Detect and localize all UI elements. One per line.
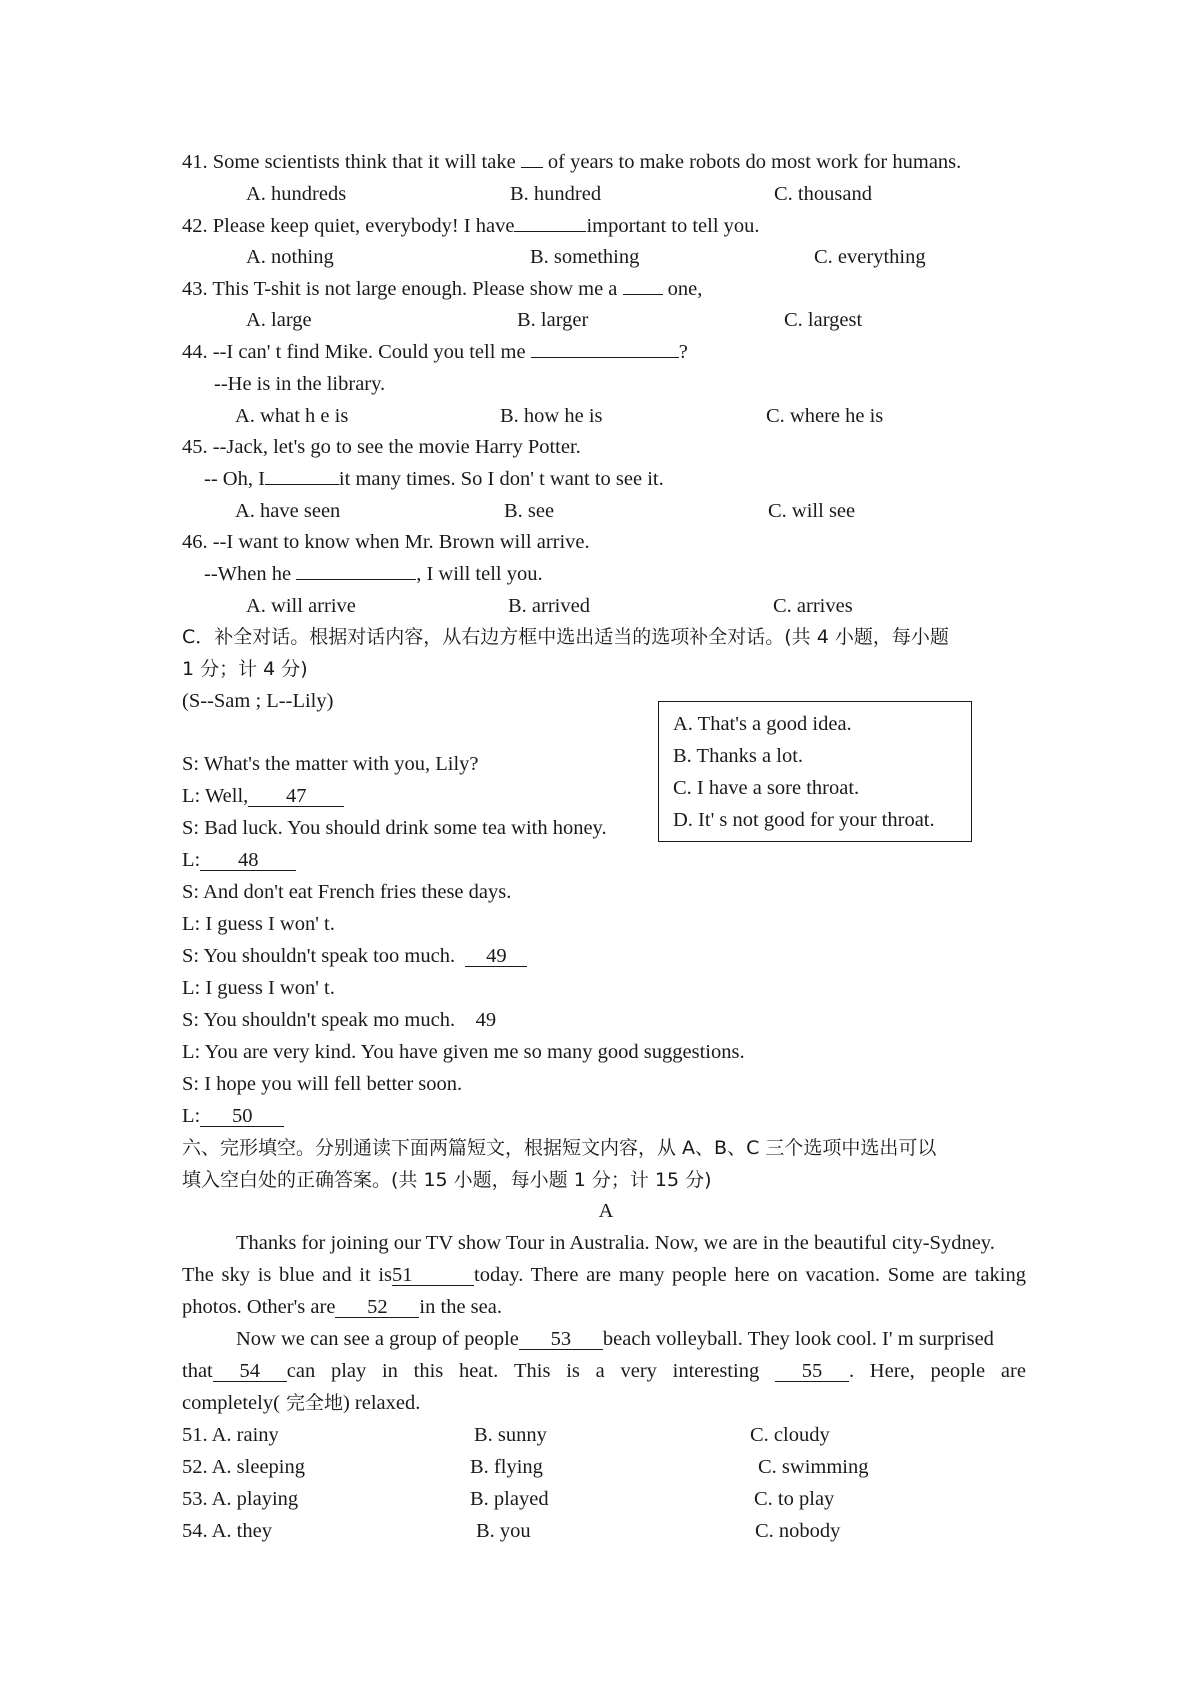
dialogue-line: S: And don't eat French fries these days.	[182, 881, 512, 903]
word: very	[620, 1360, 657, 1382]
cloze-52-option-b: B. flying	[470, 1456, 543, 1478]
word: can	[286, 1360, 316, 1382]
question-46-stem: 46. --I want to know when Mr. Brown will arrive.	[182, 531, 590, 553]
dialogue-line: S: You shouldn't speak mo much. 49	[182, 1009, 497, 1031]
blank-49: 49	[465, 946, 527, 967]
stem-text: it many times. So I don' t want to see it.	[338, 468, 664, 490]
dialogue-line: S: Bad luck. You should drink some tea with honey.	[182, 817, 607, 839]
word: that	[182, 1360, 213, 1382]
question-45-option-a: A. have seen	[235, 500, 341, 522]
stem-text: one,	[662, 278, 703, 300]
stem-text: --When he	[204, 563, 297, 585]
stem-text: important to tell you.	[586, 215, 760, 237]
dialogue-line	[182, 784, 344, 808]
dialogue-line: L: You are very kind. You have given me so many good suggestions.	[182, 1041, 745, 1063]
blank-48: 48	[200, 850, 296, 871]
word: are	[1000, 1360, 1026, 1382]
cloze-54-option-a: 54. A. they	[182, 1520, 272, 1542]
question-45-option-b: B. see	[504, 500, 555, 522]
word: in	[381, 1360, 398, 1382]
word: a	[595, 1360, 605, 1382]
stem-text: 42. Please keep quiet, everybody! I have	[182, 215, 515, 237]
cloze-53-option-c: C. to play	[754, 1488, 835, 1510]
passage-text: in the sea.	[419, 1296, 502, 1318]
passage-text: The sky is blue and it is	[182, 1264, 393, 1286]
passage-text: ) relaxed.	[342, 1392, 421, 1414]
dialogue-line	[182, 944, 527, 968]
dialogue-line: L: I guess I won' t.	[182, 913, 335, 935]
question-44-option-c: C. where he is	[766, 405, 884, 427]
blank-55: 55	[775, 1361, 849, 1382]
question-42-option-c: C. everything	[814, 246, 926, 268]
question-42-option-a: A. nothing	[246, 246, 334, 268]
passage-label: A	[598, 1200, 614, 1222]
passage-line	[182, 1295, 502, 1319]
cloze-52-option-a: 52. A. sleeping	[182, 1456, 305, 1478]
question-42-option-b: B. something	[530, 246, 640, 268]
stem-text: of years to make robots do most work for humans.	[542, 151, 962, 173]
question-44-option-a: A. what h e is	[235, 405, 349, 427]
stem-text: , I will tell you.	[416, 563, 543, 585]
dialogue-line: L: I guess I won' t.	[182, 977, 335, 999]
word: heat.	[459, 1360, 499, 1382]
stem-text: 43. This T-shit is not large enough. Please show me a	[182, 278, 623, 300]
cloze-51-option-c: C. cloudy	[750, 1424, 830, 1446]
options-box	[658, 701, 972, 842]
blank-52: 52	[335, 1297, 419, 1318]
section-6-heading-cont: 填入空白处的正确答案。(共 15 小题，每小题 1 分；计 15 分)	[182, 1169, 712, 1191]
passage-text: completely(	[182, 1392, 280, 1414]
dialogue-text: L: Well,	[182, 785, 249, 807]
box-option-c: C. I have a sore throat.	[673, 777, 860, 799]
blank-53: 53	[519, 1329, 603, 1350]
question-43-option-c: C. largest	[784, 309, 863, 331]
stem-text: 41. Some scientists think that it will take	[182, 151, 521, 173]
question-43-option-a: A. large	[246, 309, 312, 331]
blank-51: 51	[392, 1265, 474, 1286]
dialogue-line	[182, 1104, 284, 1128]
answer-blank	[521, 167, 543, 168]
question-44-reply: --He is in the library.	[214, 373, 386, 395]
question-43-option-b: B. larger	[517, 309, 589, 331]
question-46-option-b: B. arrived	[508, 595, 590, 617]
word: is	[566, 1360, 580, 1382]
question-45-stem: 45. --Jack, let's go to see the movie Harry Potter.	[182, 436, 581, 458]
answer-blank	[296, 579, 416, 580]
speaker-legend: (S--Sam ; L--Lily)	[182, 690, 334, 712]
passage-text	[775, 1359, 854, 1383]
section-c-heading: C．补全对话。根据对话内容，从右边方框中选出适当的选项补全对话。(共 4 小题，每小题	[182, 626, 949, 648]
question-41-option-a: A. hundreds	[246, 183, 347, 205]
passage-line	[182, 1263, 1026, 1287]
question-44-option-b: B. how he is	[500, 405, 603, 427]
word: this	[413, 1360, 444, 1382]
word: play	[330, 1360, 367, 1382]
passage-text: beach volleyball. They look cool. I' m surprised	[602, 1328, 994, 1350]
passage-line: Thanks for joining our TV show Tour in Australia. Now, we are in the beautiful city-Sydney.	[236, 1232, 995, 1254]
cloze-51-option-b: B. sunny	[474, 1424, 547, 1446]
box-option-b: B. Thanks a lot.	[673, 745, 804, 767]
passage-text: photos. Other's are	[182, 1296, 336, 1318]
cloze-54-option-b: B. you	[476, 1520, 531, 1542]
box-option-a: A. That's a good idea.	[673, 713, 852, 735]
word: interesting	[672, 1360, 760, 1382]
question-41-stem	[182, 150, 961, 174]
passage-line	[182, 1391, 420, 1415]
cloze-51-option-a: 51. A. rainy	[182, 1424, 279, 1446]
word: people	[930, 1360, 986, 1382]
cloze-54-option-c: C. nobody	[755, 1520, 841, 1542]
question-43-stem	[182, 277, 702, 301]
question-42-stem	[182, 214, 760, 238]
cloze-53-option-b: B. played	[470, 1488, 549, 1510]
blank-50: 50	[200, 1106, 284, 1127]
passage-text: today. There are many people here on vacation. Some are taking	[474, 1264, 1026, 1286]
question-45-reply	[204, 467, 664, 491]
blank-54: 54	[213, 1361, 287, 1382]
dialogue-line	[182, 848, 296, 872]
gloss-text: 完全地	[279, 1392, 343, 1414]
question-41-option-c: C. thousand	[774, 183, 872, 205]
question-46-option-a: A. will arrive	[246, 595, 356, 617]
word: Here,	[869, 1360, 915, 1382]
answer-blank	[265, 484, 339, 485]
answer-blank	[623, 294, 663, 295]
cloze-52-option-c: C. swimming	[758, 1456, 869, 1478]
question-44-stem	[182, 340, 688, 364]
stem-text: -- Oh, I	[204, 468, 265, 490]
answer-blank	[514, 231, 586, 232]
passage-text: Now we can see a group of people	[236, 1328, 519, 1350]
question-46-option-c: C. arrives	[773, 595, 853, 617]
answer-blank	[531, 357, 679, 358]
dialogue-text: L:	[182, 1105, 201, 1127]
stem-text: 44. --I can' t find Mike. Could you tell me	[182, 341, 531, 363]
word: This	[514, 1360, 551, 1382]
box-option-d: D. It' s not good for your throat.	[673, 809, 935, 831]
blank-47: 47	[248, 786, 344, 807]
cloze-53-option-a: 53. A. playing	[182, 1488, 299, 1510]
question-46-reply	[204, 562, 543, 586]
question-45-option-c: C. will see	[768, 500, 856, 522]
dialogue-text: S: You shouldn't speak too much.	[182, 945, 466, 967]
section-6-heading: 六、完形填空。分别通读下面两篇短文，根据短文内容，从 A、B、C 三个选项中选出可以	[182, 1137, 937, 1159]
dialogue-text: L:	[182, 849, 201, 871]
passage-line	[236, 1327, 994, 1351]
dialogue-line: S: I hope you will fell better soon.	[182, 1073, 463, 1095]
passage-line	[182, 1359, 1026, 1383]
question-41-option-b: B. hundred	[510, 183, 602, 205]
word: .	[848, 1360, 855, 1382]
passage-text	[182, 1359, 315, 1383]
dialogue-line: S: What's the matter with you, Lily?	[182, 753, 479, 775]
stem-text: ?	[678, 341, 688, 363]
section-c-heading-cont: 1 分；计 4 分)	[182, 658, 308, 680]
